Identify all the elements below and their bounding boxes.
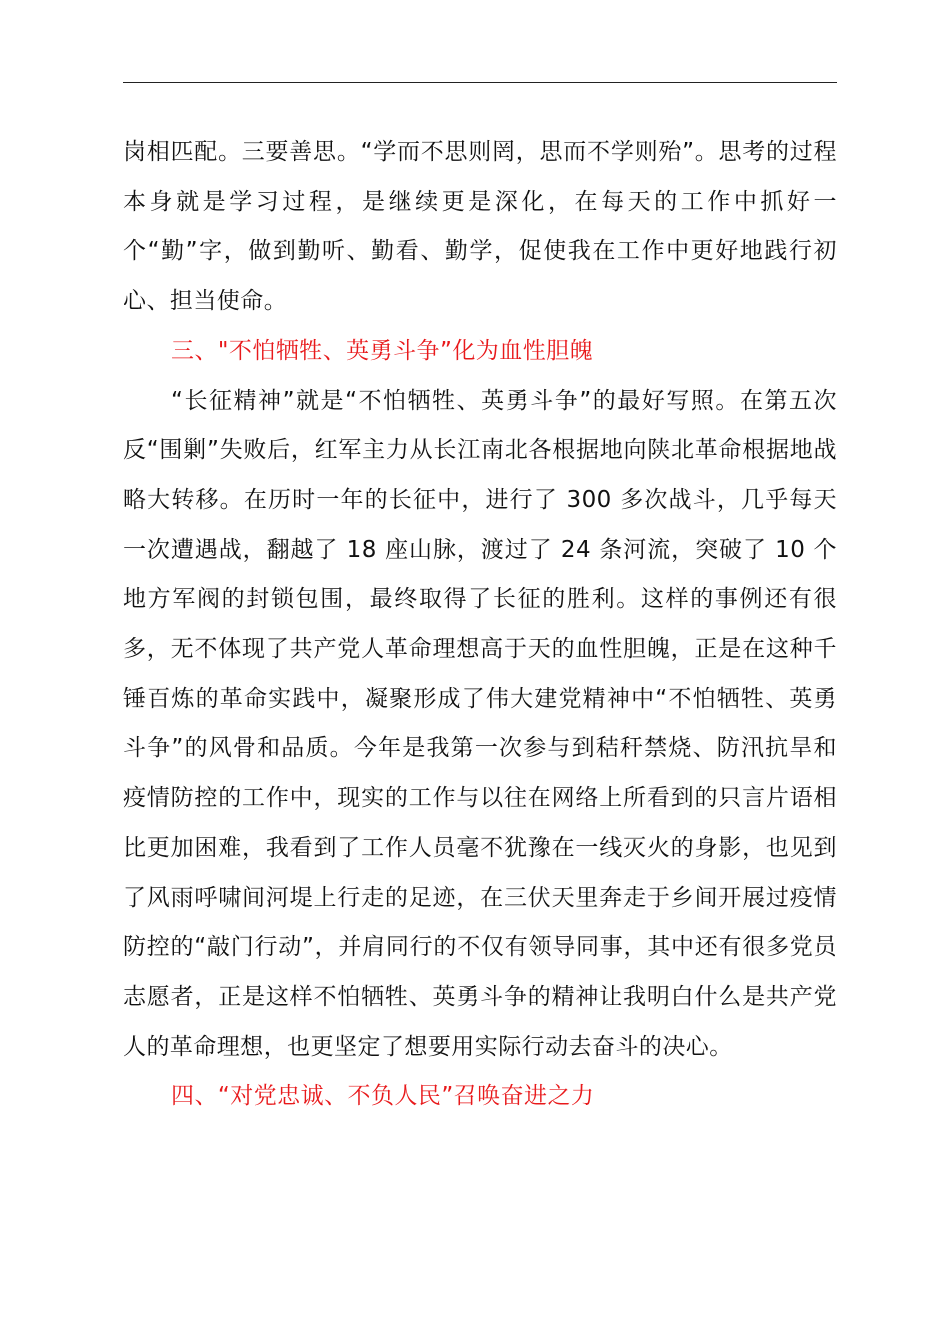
paragraph-continuation: 岗相匹配。三要善思。“学而不思则罔，思而不学则殆”。思考的过程本身就是学习过程，是继续更是深化，在每天的工作中抓好一个“勤”字，做到勤听、勤看、勤学，促使我在工作中更好地践行初心、担当使命。 xyxy=(123,139,837,315)
section-heading-4: 四、“对党忠诚、不负人民”召唤奋进之力 xyxy=(171,1083,595,1110)
section-heading-3: 三、"不怕牺牲、英勇斗争”化为血性胆魄 xyxy=(171,337,594,364)
paragraph-long-march: “长征精神”就是“不怕牺牲、英勇斗争”的最好写照。在第五次反“围剿”失败后，红军主力从长江南北各根据地向陕北革命根据地战略大转移。在历时一年的长征中，进行了 300 多次战斗，几乎每天一次遭遇战，翻越了 18 座山脉，渡过了 24 条河流，突破了 10 个地方军阀的封锁包围，最终取得了长征的胜利。这样的事例还有很多，无不体现了共产党人革命理想高于天的血性胆魄，正是在这种千锤百炼的革命实践中，凝聚形成了伟大建党精神中“不怕牺牲、英勇斗争”的风骨和品质。今年是我第一次参与到秸秆禁烧、防汛抗旱和疫情防控的工作中，现实的工作与以往在网络上所看到的只言片语相比更加困难，我看到了工作人员毫不犹豫在一线灭火的身影，也见到了风雨呼啸间河堤上行走的足迹，在三伏天里奔走于乡间开展过疫情防控的“敲门行动”，并肩同行的不仅有领导同事，其中还有很多党员志愿者，正是这样不怕牺牲、英勇斗争的精神让我明白什么是共产党人的革命理想，也更坚定了想要用实际行动去奋斗的决心。 xyxy=(123,387,837,1060)
header-rule xyxy=(123,82,837,83)
body-text xyxy=(123,128,837,1122)
